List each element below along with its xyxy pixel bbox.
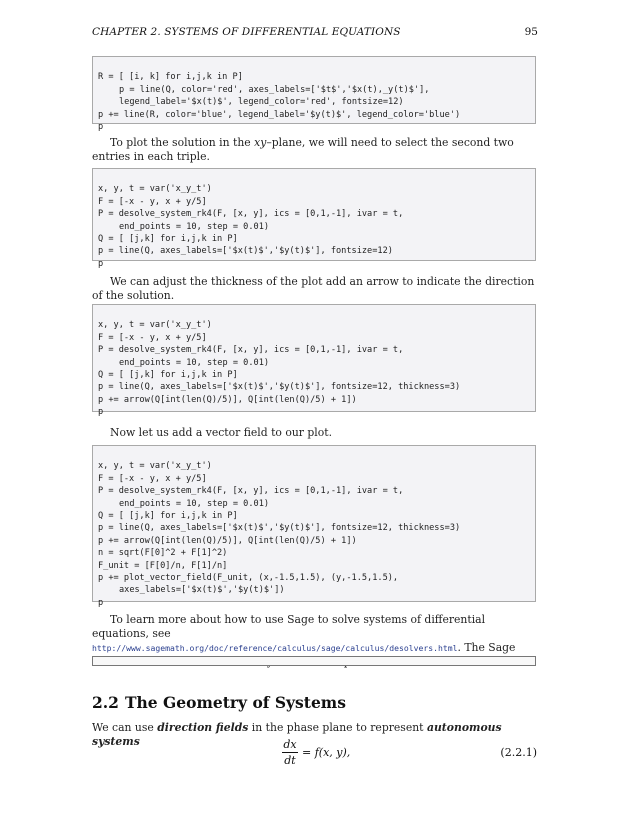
paragraph-vector-field — [92, 426, 538, 440]
code-line: P = desolve_system_rk4(F, [x, y], ics = [0,1,-1], ivar = t, — [98, 345, 404, 356]
code-line: p += line(R, color='blue', legend_label='$y(t)$', legend_color='blue') — [98, 109, 461, 120]
code-line: p = line(Q, axes_labels=['$x(t)$','$y(t)$'], fontsize=12, thickness=3) — [98, 382, 461, 393]
code-line: p += arrow(Q[int(len(Q)/5)], Q[int(len(Q)/5) + 1]) — [98, 535, 357, 546]
equation-rhs — [302, 746, 350, 759]
numerator: dx — [283, 738, 297, 751]
running-header — [92, 26, 538, 42]
text: = — [302, 746, 315, 759]
text: We can use — [92, 721, 158, 734]
code-line: Q = [ [j,k] for i,j,k in P] — [98, 369, 238, 380]
denominator: dt — [284, 754, 296, 767]
code-line: end_points = 10, step = 0.01) — [119, 221, 270, 232]
code-line: legend_label='$x(t)$', legend_color='red', fontsize=12) — [119, 97, 404, 108]
text: To learn more about how to use Sage to solve systems of differential equations, see — [92, 613, 486, 640]
text: direction fields — [157, 721, 249, 734]
fraction-bar — [282, 752, 298, 753]
code-line: R = [ [i, k] for i,j,k in P] — [98, 72, 243, 83]
derivative-fraction — [282, 738, 298, 767]
text: f — [314, 746, 319, 759]
code-line: F_unit = [F[0]/n, F[1]/n] — [98, 560, 228, 571]
paragraph-plot-xy — [92, 136, 538, 164]
equation-2-2-1 — [0, 738, 630, 772]
code-line: P = desolve_system_rk4(F, [x, y], ics = [0,1,-1], ivar = t, — [98, 209, 404, 220]
desolvers-doc-link[interactable]: http://www.sagemath.org/doc/reference/calculus/sage/calculus/desolvers.html — [92, 643, 458, 653]
text: To plot the solution in the — [110, 136, 255, 149]
text: in the phase plane to represent — [248, 721, 427, 734]
text: Now let us add a vector field to our plot. — [110, 426, 333, 439]
code-block-1[interactable] — [92, 56, 536, 132]
code-line: F = [-x - y, x + y/5] — [98, 196, 207, 207]
code-line: Q = [ [j,k] for i,j,k in P] — [98, 510, 238, 521]
code-line: p — [98, 258, 104, 269]
chapter-title: CHAPTER 2. SYSTEMS OF DIFFERENTIAL EQUATIONS — [92, 26, 401, 38]
code-line: F = [-x - y, x + y/5] — [98, 332, 207, 343]
code-line: n = sqrt(F[0]^2 + F[1]^2) — [98, 548, 228, 559]
code-line: p — [98, 121, 104, 132]
section-title: The Geometry of Systems — [124, 693, 346, 712]
code-line: p = line(Q, axes_labels=['$x(t)$','$y(t)$'], fontsize=12, thickness=3) — [98, 523, 461, 534]
code-line: p = line(Q, axes_labels=['$x(t)$','$y(t)$'], fontsize=12) — [98, 246, 393, 257]
section-heading — [92, 693, 346, 712]
code-line: p — [98, 407, 104, 418]
section-number: 2.2 — [92, 693, 119, 712]
code-block-3[interactable] — [92, 304, 536, 418]
text: autonomous systems — [92, 721, 502, 748]
code-block-2[interactable] — [92, 168, 536, 269]
sage-cell-input[interactable] — [92, 656, 536, 666]
code-line: p += arrow(Q[int(len(Q)/5)], Q[int(len(Q)/5) + 1]) — [98, 394, 357, 405]
text: xy — [254, 136, 267, 149]
code-line: p = line(Q, color='red', axes_labels=['$t$','$x(t),_y(t)$'], — [119, 84, 430, 95]
code-line: x, y, t = var('x_y_t') — [98, 320, 212, 331]
text: We can adjust the thickness of the plot add an arrow to indicate the direction of the solution. — [92, 275, 535, 302]
code-line: p — [98, 597, 104, 608]
code-line: axes_labels=['$x(t)$','$y(t)$']) — [119, 585, 285, 596]
equation-number: (2.2.1) — [500, 746, 537, 759]
text: –plane, we will need to select the second two entries in each triple. — [92, 136, 514, 163]
paragraph-thickness — [92, 275, 538, 303]
code-line: end_points = 10, step = 0.01) — [119, 498, 270, 509]
code-line: P = desolve_system_rk4(F, [x, y], ics = [0,1,-1], ivar = t, — [98, 486, 404, 497]
text: (x, y), — [318, 746, 351, 759]
page-number: 95 — [524, 26, 538, 38]
code-block-4[interactable] — [92, 445, 536, 608]
code-line: end_points = 10, step = 0.01) — [119, 357, 270, 368]
code-line: x, y, t = var('x_y_t') — [98, 461, 212, 472]
code-line: F = [-x - y, x + y/5] — [98, 473, 207, 484]
code-line: x, y, t = var('x_y_t') — [98, 184, 212, 195]
code-line: p += plot_vector_field(F_unit, (x,-1.5,1.5), (y,-1.5,1.5), — [98, 572, 399, 583]
text: . The Sage — [457, 641, 516, 654]
code-line: Q = [ [j,k] for i,j,k in P] — [98, 233, 238, 244]
